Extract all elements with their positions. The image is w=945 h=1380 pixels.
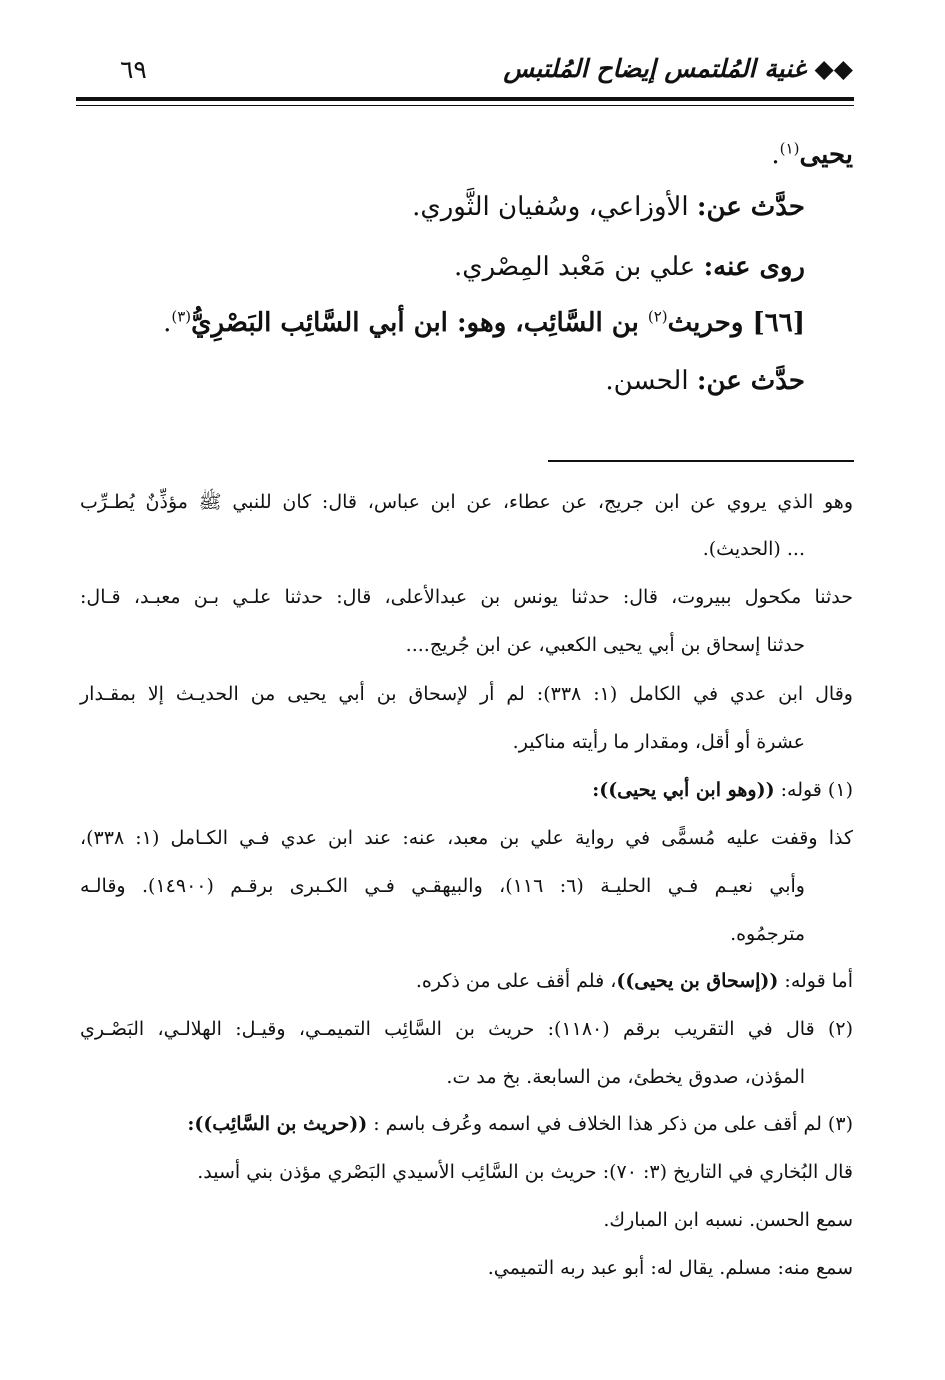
body-text: الأوزاعي، وسُفيان الثَّوري.	[412, 192, 697, 222]
footnote-separator	[548, 460, 854, 462]
body-line-2	[80, 192, 805, 222]
footnote-line: حدثنا إسحاق بن أبي يحيى الكعبي، عن ابن جُريج....	[405, 634, 805, 656]
footnote-line: وأبي نعيـم فـي الحليـة (٦: ١١٦)، والبيهقـي فـي الكـبرى برقـم (١٤٩٠٠). وقالـه	[80, 875, 805, 897]
page-number: ٦٩	[120, 55, 147, 84]
body-text: .	[163, 308, 172, 338]
footnote-ref-1: (١)	[779, 139, 800, 158]
running-header-title: ◆◆ غنية المُلتمس إيضاح المُلتبس	[503, 54, 853, 83]
body-line-3	[80, 252, 805, 282]
header-rule-thick	[76, 97, 854, 101]
body-text: الحسن.	[605, 366, 697, 396]
label-narrated-from: حدَّث عن:	[696, 192, 805, 222]
footnote-text: أما قوله:	[778, 970, 853, 992]
footnote-line: مترجمُوه.	[730, 923, 805, 945]
quoted-phrase: ((إسحاق بن يحيى))	[616, 970, 779, 992]
footnote-line: عشرة أو أقل، ومقدار ما رأيته مناكير.	[512, 731, 805, 753]
label-narrated-from: حدَّث عن:	[696, 366, 805, 396]
footnote-line: حدثنا مكحول ببيروت، قال: حدثنا يونس بن عبدالأعلى، قال: حدثنا علـي بـن معبـد، قـال:	[80, 586, 853, 608]
footnote-line: قال البُخاري في التاريخ (٣: ٧٠): حريث بن السَّائِب الأسيدي البَصْري مؤذن بني أسيد.	[197, 1161, 853, 1183]
label-narrated-by: روى عنه:	[703, 252, 805, 282]
footnote-line: كذا وقفت عليه مُسمًّى في رواية علي بن معبد، عنه: عند ابن عدي فـي الكـامل (١: ٣٣٨)،	[80, 827, 853, 849]
quoted-phrase: ((حريث بن السَّائِب)):	[187, 1113, 368, 1135]
footnote-label: (١) قوله:	[774, 779, 853, 801]
footnote-2-line: (٢) قال في التقريب برقم (١١٨٠): حريث بن السَّائِب التميمـي، وقيـل: الهلالـي، البَصْـري	[80, 1018, 853, 1040]
body-line-1	[80, 140, 853, 170]
body-text: .	[771, 140, 780, 170]
footnote-ref-2: (٢)	[647, 307, 668, 326]
body-line-4	[80, 308, 805, 338]
footnote-line	[80, 970, 853, 992]
header-rule-thin	[76, 105, 854, 106]
footnote-ref-3: (٣)	[171, 307, 192, 326]
body-text: علي بن مَعْبد المِصْري.	[454, 252, 704, 282]
footnote-line: وقال ابن عدي في الكامل (١: ٣٣٨): لم أر لإسحاق بن أبي يحيى من الحديـث إلا بمقـدار	[80, 683, 853, 705]
footnote-text: ، فلم أقف على من ذكره.	[415, 970, 617, 992]
quoted-phrase: ((وهو ابن أبي يحيى)):	[592, 779, 775, 801]
footnote-line: سمع منه: مسلم. يقال له: أبو عبد ربه التميمي.	[487, 1257, 853, 1279]
footnote-text: (٣) لم أقف على من ذكر هذا الخلاف في اسمه وعُرف باسم :	[367, 1113, 853, 1135]
footnote-1-heading	[80, 779, 853, 801]
footnote-line: وهو الذي يروي عن ابن جريج، عن عطاء، عن ابن عباس، قال: كان للنبي ﷺ مؤذِّنٌ يُطـرِّب	[80, 491, 853, 513]
footnote-line: المؤذن، صدوق يخطئ، من السابعة. بخ مد ت.	[446, 1066, 805, 1088]
entry-number-name: [٦٦] وحريث	[667, 308, 805, 338]
narrator-name: يحيى	[799, 140, 853, 170]
footnote-3-heading	[80, 1113, 853, 1135]
entry-name-cont: بن السَّائِب، وهو: ابن أبي السَّائِب البَصْرِيُّ	[191, 308, 648, 338]
footnote-line: ... (الحديث).	[702, 538, 805, 560]
body-line-5	[80, 366, 805, 396]
footnote-line: سمع الحسن. نسبه ابن المبارك.	[603, 1209, 853, 1231]
